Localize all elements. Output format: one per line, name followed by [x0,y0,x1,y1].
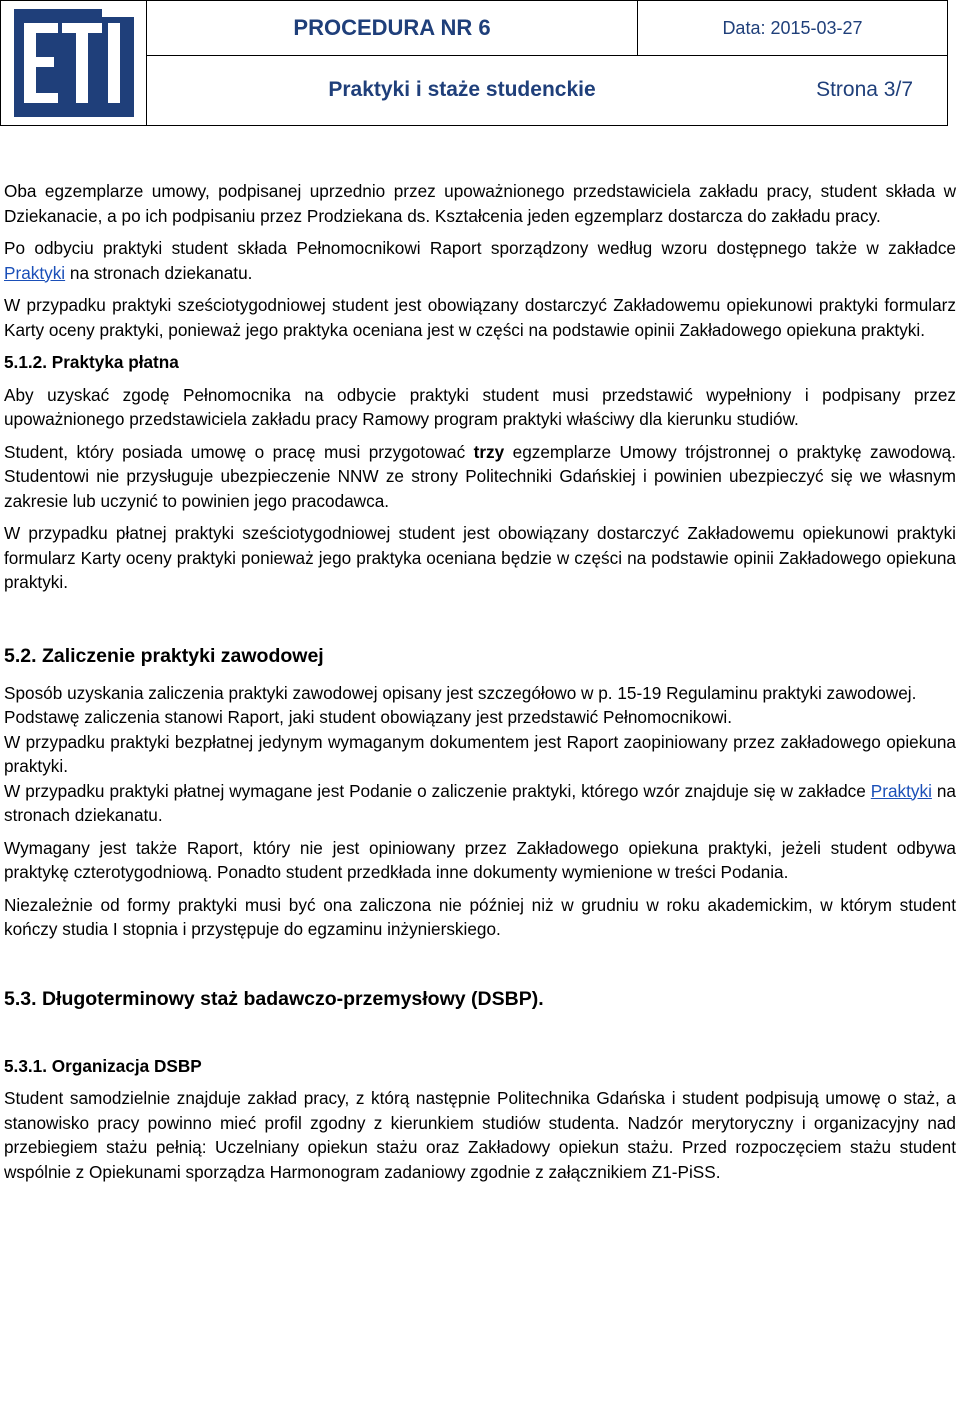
paragraph [4,779,956,828]
paragraph-text: Po odbyciu praktyki student składa Pełnomocnikowi Raport sporządzony według wzoru dostępnego także w zakładce [4,238,956,258]
paragraph-text: egzemplarze Umowy trójstronnej o praktykę zawodową. Studentowi nie przysługuje ubezpieczenie NNW ze strony Politechniki Gdańskiej i powinien ubezpieczyć się we własnym zakresie lub uczynić to powinien jego pracodawca. [4,441,957,511]
section-heading-5-3-1: 5.3.1. Organizacja DSBP [4,1055,202,1076]
section-heading-5-3: 5.3. Długoterminowy staż badawczo-przemysłowy (DSBP). [4,987,544,1010]
paragraph-text: Student, który posiada umowę o pracę musi przygotować [4,441,474,462]
page-number: Strona 3/7 [816,78,913,101]
eti-logo-icon [14,9,134,117]
paragraph: Student samodzielnie znajduje zakład pracy, z którą następnie Politechnika Gdańska i student podpisują umowę o staż, a stanowisko pracy powinno mieć profil zgodny z kierunkiem studiów studenta. Nadzór merytoryczny i organizacyjny nad przebiegiem stażu pełnią: Uczelniany opiekun stażu oraz Zakładowy opiekun stażu. Przed rozpoczęciem stażu student wspólnie z Opiekunami sporządza Harmonogram zadaniowy zgodnie z załącznikiem Z1-PiSS. [4,1088,956,1182]
paragraph: Wymagany jest także Raport, który nie jest opiniowany przez Zakładowego opiekuna praktyki, jeżeli student odbywa praktykę czterotygodniową. Ponadto student przedkłada inne dokumenty wymienione w treści Podania. [4,837,956,882]
paragraph-text: W przypadku praktyki płatnej wymagane jest Podanie o zaliczenie praktyki, którego wzór znajduje się w zakładce [4,780,871,801]
paragraph: W przypadku płatnej praktyki sześciotygodniowej student jest obowiązany dostarczyć Zakładowemu opiekunowi praktyki formularz Karty oceny praktyki ponieważ jego praktyka oceniana będzie w części na podstawie opinii Zakładowego opiekuna praktyki. [4,523,956,592]
paragraph-text: na stronach dziekanatu. [4,780,956,825]
paragraph: Aby uzyskać zgodę Pełnomocnika na odbycie praktyki student musi przedstawić wypełniony i podpisany przez upoważnionego przedstawiciela zakładu pracy Ramowy program praktyki właściwy dla kierunku studiów. [4,384,956,429]
praktyki-link[interactable]: Praktyki [870,780,932,801]
paragraph: W przypadku praktyki bezpłatnej jedynym wymaganym dokumentem jest Raport zaopiniowany przez zakładowego opiekuna praktyki. [4,731,956,776]
paragraph-text: na stronach dziekanatu. [65,262,253,283]
praktyki-link[interactable]: Praktyki [4,262,66,283]
document-subject: Praktyki i staże studenckie [328,78,596,101]
paragraph: Niezależnie od formy praktyki musi być ona zaliczona nie później niż w grudniu w roku akademickim, w którym student kończy studia I stopnia i przystępuje do egzaminu inżynierskiego. [4,894,956,939]
paragraph: Podstawę zaliczenia stanowi Raport, jaki student obowiązany jest przedstawić Pełnomocnikowi. [4,707,732,727]
bold-text: trzy [473,441,505,462]
eti-logo [1,1,147,125]
paragraph: Oba egzemplarze umowy, podpisanej uprzednio przez upoważnionego przedstawiciela zakładu pracy, student składa w Dziekanacie, a po ich podpisaniu przez Prodziekana ds. Kształcenia jeden egzemplarz dostarcza do zakładu pracy. [4,181,956,226]
document-body [4,179,956,1192]
paragraph: Sposób uzyskania zaliczenia praktyki zawodowej opisany jest szczegółowo w p. 15-19 Regulaminu praktyki zawodowej. [4,682,917,703]
document-header [0,0,948,126]
paragraph: W przypadku praktyki sześciotygodniowej student jest obowiązany dostarczyć Zakładowemu opiekunowi praktyki formularz Karty oceny praktyki, ponieważ jego praktyka oceniana jest w części na podstawie opinii Zakładowego opiekuna praktyki. [4,295,956,340]
section-heading-5-2: 5.2. Zaliczenie praktyki zawodowej [4,644,324,667]
procedure-date: Data: 2015-03-27 [637,1,947,55]
procedure-title: PROCEDURA NR 6 [293,15,491,40]
paragraph [4,236,956,285]
paragraph [4,440,956,514]
section-heading-5-1-2: 5.1.2. Praktyka płatna [4,352,179,372]
